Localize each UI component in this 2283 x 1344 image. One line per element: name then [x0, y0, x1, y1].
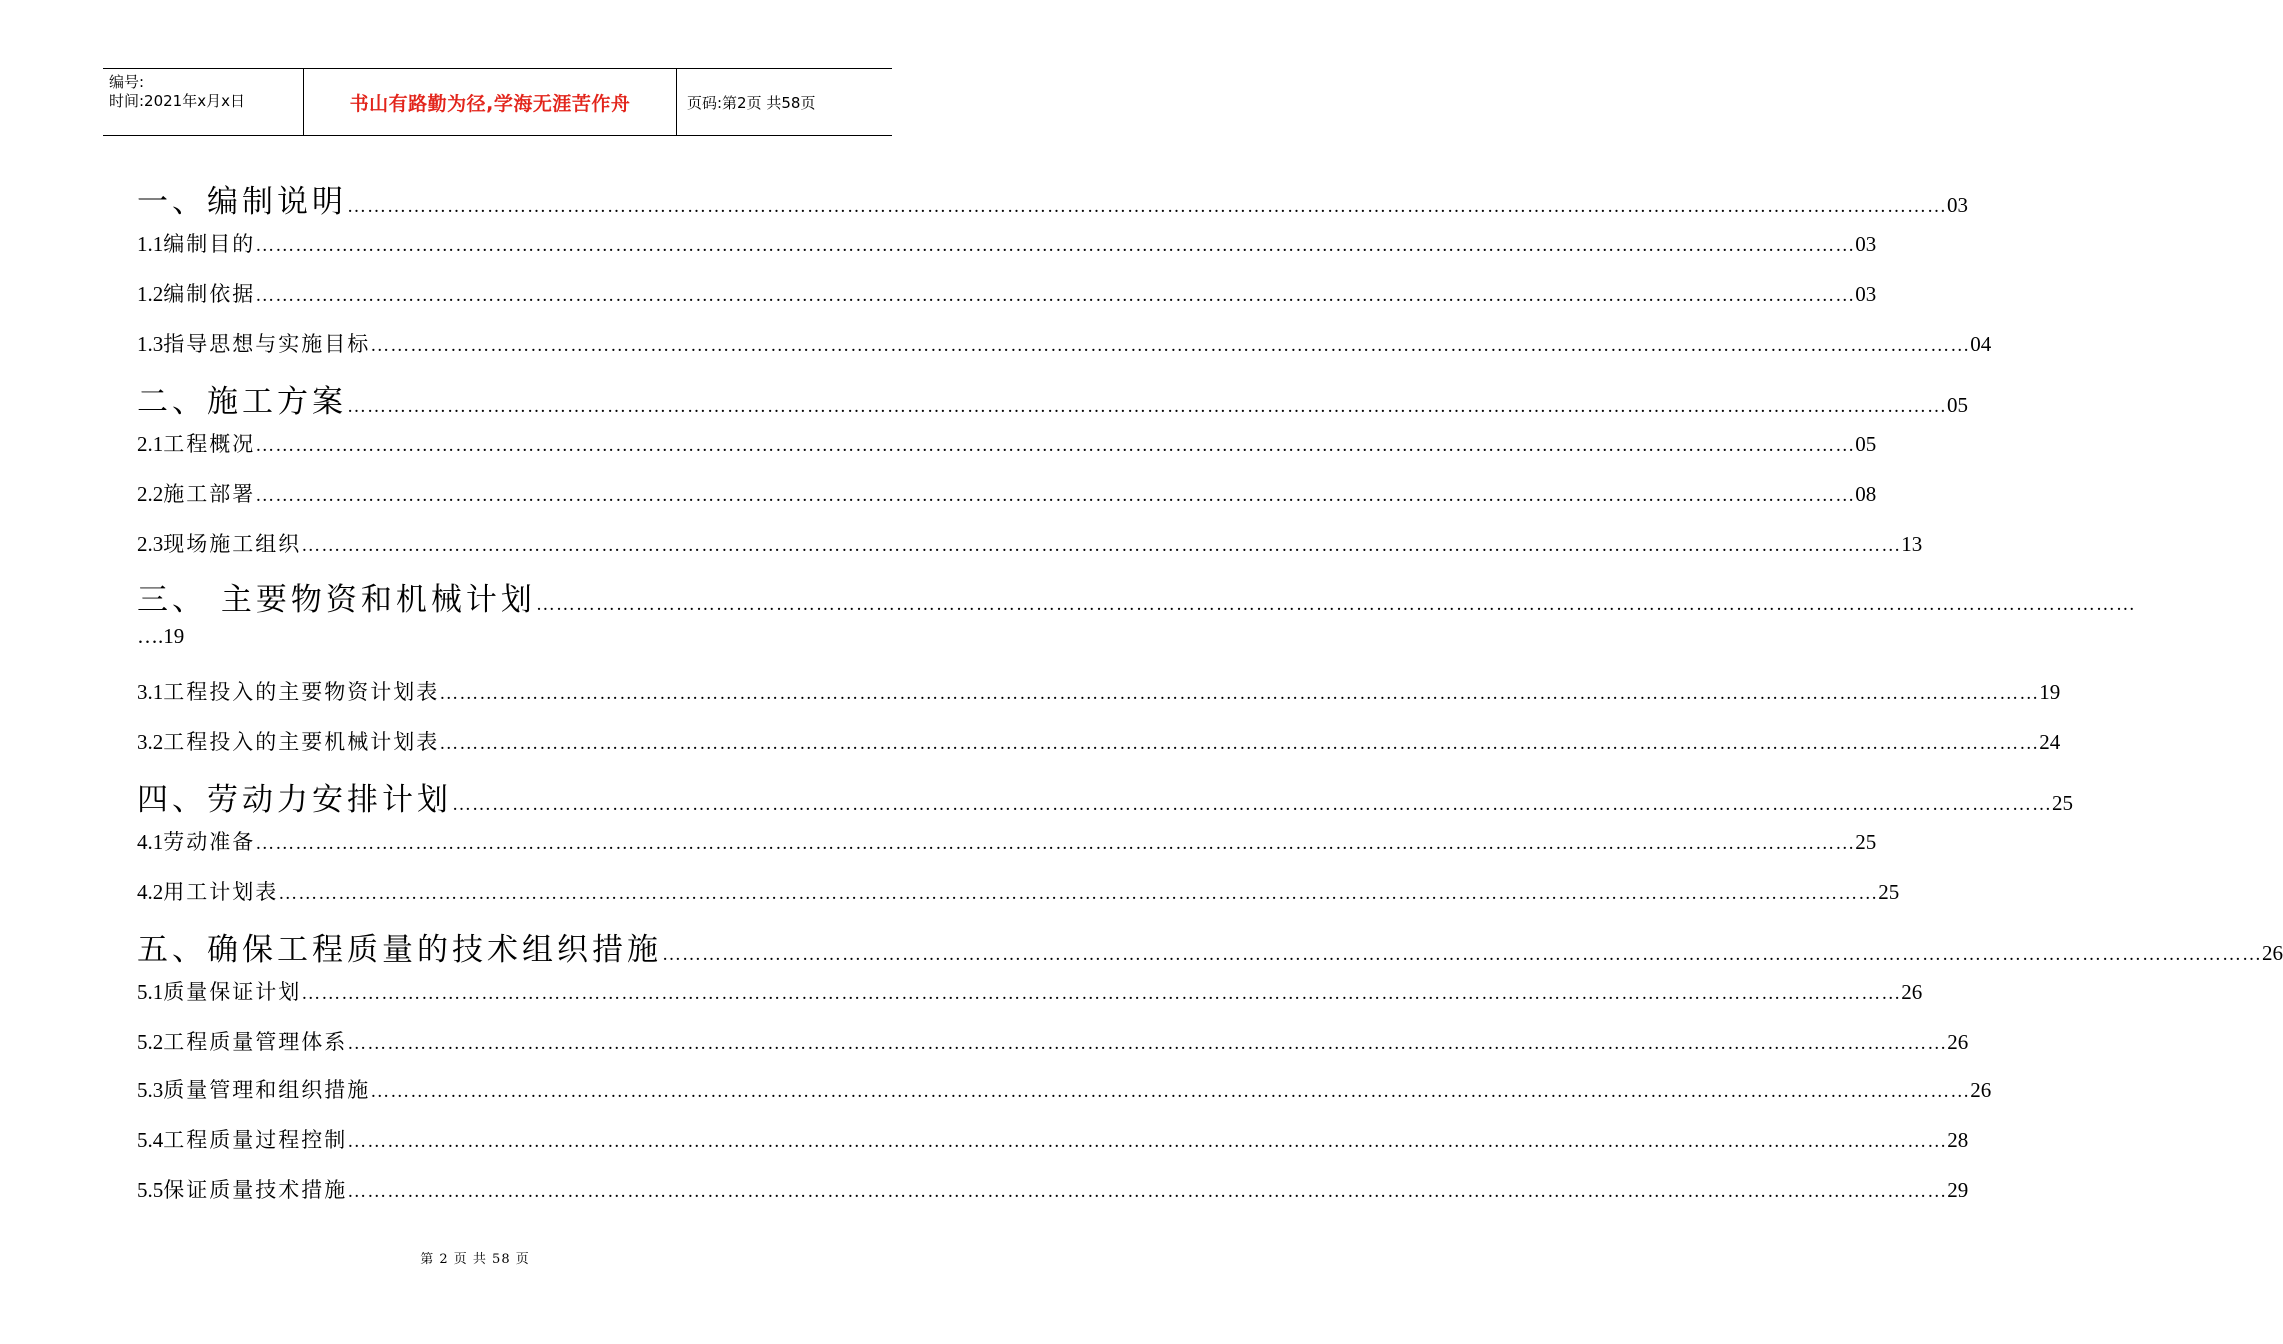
toc-title [137, 478, 255, 508]
toc-section[interactable] [137, 228, 1877, 260]
toc-title-text: 工程投入的主要物资计划表 [163, 680, 440, 704]
toc-leader-dots: …………………………………………………………………………………………………………………………………………………………………………………………………………………… [347, 396, 1947, 417]
toc-title-text: 保证质量技术措施 [163, 1178, 348, 1202]
toc-title-text: 质量管理和组织措施 [163, 1078, 371, 1102]
toc-number: 4.1 [137, 830, 164, 854]
toc-page-number: 25 [1855, 830, 1877, 854]
toc-chapter[interactable] [137, 176, 1968, 220]
toc-title-text: 编制目的 [163, 232, 256, 256]
toc-number: 1.3 [137, 332, 164, 356]
toc-page-number: 04 [1970, 332, 1992, 356]
toc-title [137, 976, 301, 1006]
toc-number: 4.2 [137, 880, 164, 904]
toc-leader-dots: …………………………………………………………………………………………………………………………………………………………………………………………………………………… [347, 1181, 1948, 1202]
toc-title-text: 工程质量过程控制 [163, 1128, 348, 1152]
toc-page-number: 03 [1855, 282, 1877, 306]
toc-page-number: 03 [1947, 193, 1968, 217]
toc-page-number: 26 [2262, 941, 2283, 965]
toc-title-text: 编制依据 [163, 282, 256, 306]
toc-title [137, 228, 255, 258]
toc-number: 5.2 [137, 1030, 164, 1054]
toc-title-text: 用工计划表 [163, 880, 279, 904]
toc-leader-dots: …………………………………………………………………………………………………………………………………………………………………………………………………………………… [370, 335, 1971, 356]
toc-title [137, 528, 301, 558]
toc-leader-dots: …………………………………………………………………………………………………………………………………………………………………………………………………………………… [347, 196, 1947, 217]
toc-page-number: 28 [1947, 1128, 1969, 1152]
toc-title [137, 1174, 347, 1204]
toc-title [137, 876, 278, 906]
toc-title [137, 1026, 347, 1056]
page-footer: 第 2 页 共 58 页 [420, 1252, 530, 1267]
toc-leader-dots: …. [137, 624, 164, 648]
toc-number: 5.4 [137, 1128, 164, 1152]
header-motto: 书山有路勤为径,学海无涯苦作舟 [304, 69, 677, 135]
toc-number: 5.1 [137, 980, 164, 1004]
page-header [103, 68, 892, 136]
toc-title [137, 1124, 347, 1154]
toc-title [137, 676, 439, 706]
toc-page-number: 24 [2039, 730, 2061, 754]
toc-title [137, 176, 347, 221]
toc-title [137, 924, 662, 969]
toc-title-text: 三、 主要物资和机械计划 [137, 582, 536, 618]
toc-page-number: 08 [1855, 482, 1877, 506]
toc-title [137, 574, 536, 619]
toc-leader-dots: …………………………………………………………………………………………………………………………………………………………………………………………………………………… [255, 833, 1856, 854]
toc-number: 2.2 [137, 482, 164, 506]
toc-title-text: 工程质量管理体系 [163, 1030, 348, 1054]
toc-page-number: 13 [1901, 532, 1923, 556]
toc-title [137, 328, 370, 358]
toc-section[interactable] [137, 278, 1877, 310]
toc-leader-dots: …………………………………………………………………………………………………………………………………………………………………………………………………………………… [439, 683, 2040, 704]
toc-title [137, 278, 255, 308]
toc-leader-dots: …………………………………………………………………………………………………………………………………………………………………………………………………………………… [301, 535, 1902, 556]
toc-continuation [137, 624, 184, 649]
toc-title [137, 826, 255, 856]
toc-number: 1.1 [137, 232, 164, 256]
toc-title-text: 四、劳动力安排计划 [137, 782, 452, 818]
toc-page-number: 29 [1947, 1178, 1969, 1202]
toc-page-number: 03 [1855, 232, 1877, 256]
toc-section[interactable] [137, 528, 1923, 560]
toc-page-number: 25 [1878, 880, 1900, 904]
toc-title [137, 726, 439, 756]
toc-number: 2.3 [137, 532, 164, 556]
toc-section[interactable] [137, 826, 1877, 858]
toc-title [137, 1074, 370, 1104]
toc-leader-dots: …………………………………………………………………………………………………………………………………………………………………………………………………………………… [255, 435, 1856, 456]
time-label: 时间:2021年x月x日 [109, 92, 245, 110]
toc-section[interactable] [137, 478, 1877, 510]
toc-section[interactable] [137, 676, 2061, 708]
toc-title-text: 现场施工组织 [163, 532, 302, 556]
toc-page-number: 26 [1970, 1078, 1992, 1102]
toc-number: 2.1 [137, 432, 164, 456]
code-label: 编号: [109, 73, 145, 91]
toc-number: 5.3 [137, 1078, 164, 1102]
toc-page-number: 19 [2039, 680, 2061, 704]
toc-title [137, 774, 452, 819]
toc-section[interactable] [137, 976, 1923, 1008]
toc-title-text: 五、确保工程质量的技术组织措施 [137, 932, 662, 968]
toc-section[interactable] [137, 876, 1900, 908]
toc-section[interactable] [137, 1124, 1969, 1156]
toc-page-number: 26 [1901, 980, 1923, 1004]
toc-title-text: 二、施工方案 [137, 384, 347, 420]
toc-page-number: 05 [1855, 432, 1877, 456]
toc-title-text: 一、编制说明 [137, 184, 347, 220]
toc-section[interactable] [137, 726, 2061, 758]
toc-leader-dots: …………………………………………………………………………………………………………………………………………………………………………………………………………………… [255, 235, 1856, 256]
toc-number: 1.2 [137, 282, 164, 306]
toc-leader-dots: …………………………………………………………………………………………………………………………………………………………………………………………………………………… [255, 485, 1856, 506]
toc-leader-dots: …………………………………………………………………………………………………………………………………………………………………………………………………………………… [347, 1131, 1948, 1152]
toc-leader-dots: …………………………………………………………………………………………………………………………………………………………………………………………………………………… [370, 1081, 1971, 1102]
toc-page-number: 05 [1947, 393, 1968, 417]
toc-chapter[interactable] [137, 774, 2073, 818]
toc-section[interactable] [137, 328, 1992, 360]
toc-chapter[interactable] [137, 924, 2283, 968]
toc-title-text: 施工部署 [163, 482, 256, 506]
toc-title [137, 428, 255, 458]
toc-section[interactable] [137, 1074, 1992, 1106]
toc-title-text: 工程投入的主要机械计划表 [163, 730, 440, 754]
toc-title-text: 工程概况 [163, 432, 256, 456]
toc-section[interactable] [137, 428, 1877, 460]
toc-leader-dots: …………………………………………………………………………………………………………………………………………………………………………………………………………………… [452, 794, 2052, 815]
toc-leader-dots: …………………………………………………………………………………………………………………………………………………………………………………………………………………… [255, 285, 1856, 306]
toc-leader-dots: …………………………………………………………………………………………………………………………………………………………………………………………………………………… [301, 983, 1902, 1004]
header-meta [103, 69, 304, 135]
toc-title-text: 指导思想与实施目标 [163, 332, 371, 356]
toc-title-text: 质量保证计划 [163, 980, 302, 1004]
toc-page-number: 25 [2052, 791, 2073, 815]
toc-leader-dots: …………………………………………………………………………………………………………………………………………………………………………………………………………………… [662, 944, 2262, 965]
toc-title-text: 劳动准备 [163, 830, 256, 854]
toc-number: 5.5 [137, 1178, 164, 1202]
toc-page-number: 26 [1947, 1030, 1969, 1054]
toc-page-number: 19 [163, 624, 185, 648]
toc-number: 3.1 [137, 680, 164, 704]
toc-chapter[interactable] [137, 574, 2136, 618]
toc-leader-dots: …………………………………………………………………………………………………………………………………………………………………………………………………………………… [278, 883, 1879, 904]
toc-leader-dots: …………………………………………………………………………………………………………………………………………………………………………………………………………………… [439, 733, 2040, 754]
toc-section[interactable] [137, 1174, 1969, 1206]
header-page-info: 页码:第2页 共58页 [687, 93, 816, 112]
toc-chapter[interactable] [137, 376, 1968, 420]
toc-leader-dots: …………………………………………………………………………………………………………………………………………………………………………………………………………………… [535, 594, 2136, 615]
toc-leader-dots: …………………………………………………………………………………………………………………………………………………………………………………………………………………… [347, 1033, 1948, 1054]
toc-section[interactable] [137, 1026, 1969, 1058]
toc-title [137, 376, 347, 421]
toc-number: 3.2 [137, 730, 164, 754]
